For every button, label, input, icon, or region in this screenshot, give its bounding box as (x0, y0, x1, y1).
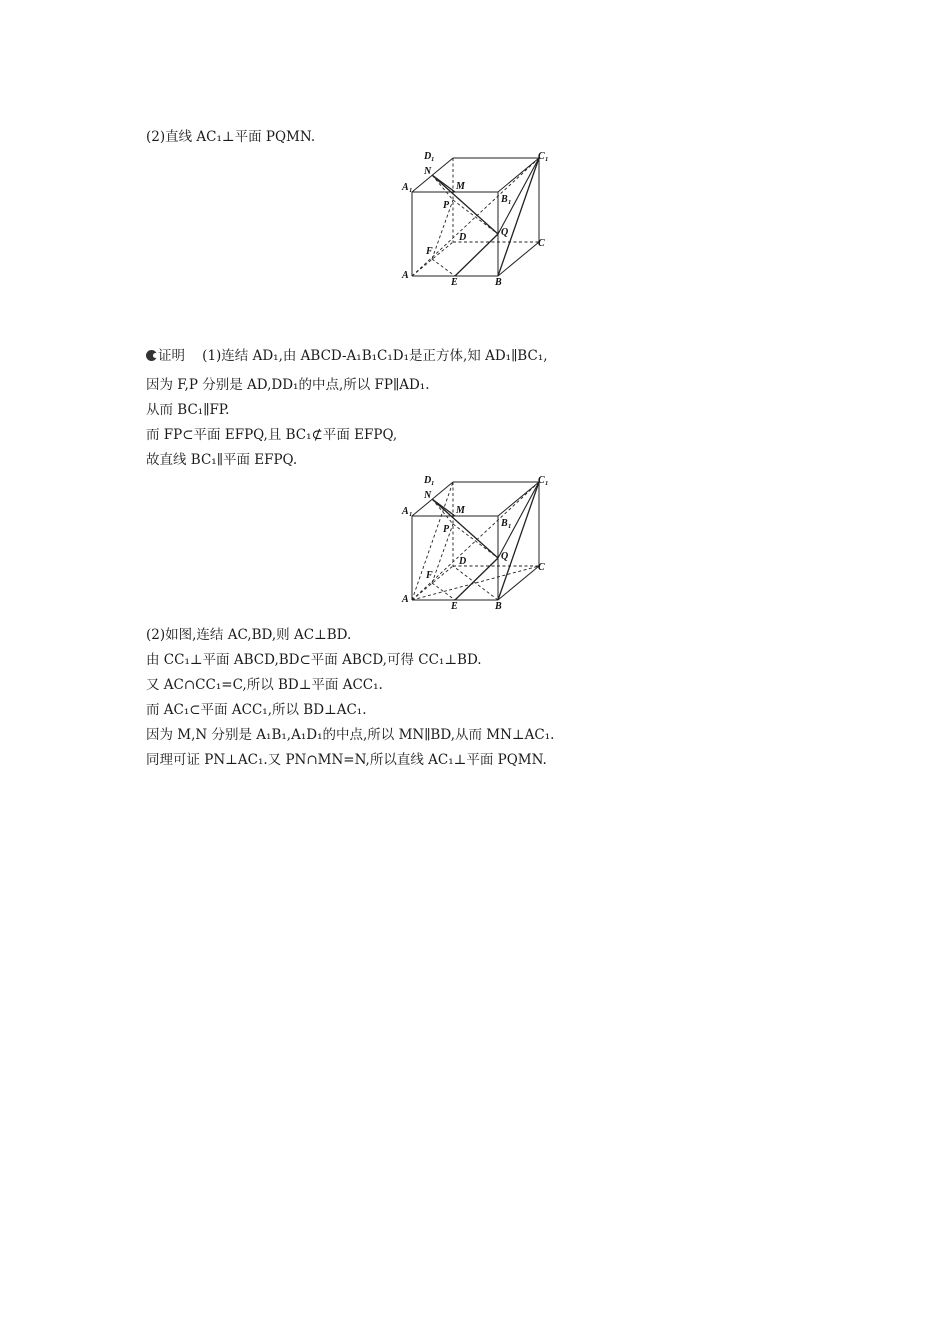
cube-diagram-2 (398, 470, 558, 612)
svg-text:1: 1 (508, 199, 512, 206)
label-p: P (443, 200, 450, 211)
label-d1: D (424, 151, 432, 162)
proof-line: 又 AC∩CC₁=C,所以 BD⊥平面 ACC₁. (146, 677, 383, 693)
label-e: E (451, 277, 458, 288)
proof-line: 证明 (1)连结 AD₁,由 ABCD-A₁B₁C₁D₁是正方体,知 AD₁∥BC₁, (146, 347, 548, 365)
label-a: A (402, 594, 409, 605)
cube-diagram-1 (398, 146, 558, 288)
proof-line: 由 CC₁⊥平面 ABCD,BD⊂平面 ABCD,可得 CC₁⊥BD. (146, 652, 482, 668)
label-p: P (443, 524, 450, 535)
proof-label: 证明 (158, 348, 185, 364)
label-m: M (456, 505, 465, 516)
proof-line: 而 AC₁⊂平面 ACC₁,所以 BD⊥AC₁. (146, 702, 367, 718)
label-b1: B (501, 194, 508, 205)
label-d1: D (424, 475, 432, 486)
proof-line: 因为 M,N 分别是 A₁B₁,A₁D₁的中点,所以 MN∥BD,从而 MN⊥AC₁. (146, 727, 555, 743)
svg-text:1: 1 (431, 480, 435, 487)
svg-text:1: 1 (409, 187, 413, 194)
label-d: D (459, 556, 467, 567)
label-q: Q (501, 551, 509, 562)
label-b1: B (501, 518, 508, 529)
label-c: C (538, 238, 545, 249)
proof-line: 从而 BC₁∥FP. (146, 402, 230, 418)
part2-title: (2)直线 AC₁⊥平面 PQMN. (146, 129, 316, 145)
cube-figure-2 (398, 470, 558, 616)
svg-text:1: 1 (431, 156, 435, 163)
label-n: N (424, 166, 432, 177)
proof-line: 而 FP⊂平面 EFPQ,且 BC₁⊄平面 EFPQ, (146, 427, 398, 443)
svg-text:1: 1 (508, 523, 512, 530)
label-b: B (495, 277, 502, 288)
label-b: B (495, 601, 502, 612)
label-e: E (451, 601, 458, 612)
svg-text:1: 1 (545, 156, 549, 163)
proof-line: (2)如图,连结 AC,BD,则 AC⊥BD. (146, 627, 352, 643)
label-a1: A (402, 182, 409, 193)
proof-line: 因为 F,P 分别是 AD,DD₁的中点,所以 FP∥AD₁. (146, 377, 430, 393)
svg-text:1: 1 (545, 480, 549, 487)
label-n: N (424, 490, 432, 501)
label-a: A (402, 270, 409, 281)
label-c1: C (538, 151, 545, 162)
label-f: F (426, 570, 433, 581)
label-a1: A (402, 506, 409, 517)
label-c: C (538, 562, 545, 573)
label-c1: C (538, 475, 545, 486)
label-m: M (456, 181, 465, 192)
proof-line: 故直线 BC₁∥平面 EFPQ. (146, 452, 298, 468)
svg-text:1: 1 (409, 511, 413, 518)
label-q: Q (501, 227, 509, 238)
label-f: F (426, 246, 433, 257)
label-d: D (459, 232, 467, 243)
proof-line: 同理可证 PN⊥AC₁.又 PN∩MN=N,所以直线 AC₁⊥平面 PQMN. (146, 752, 547, 768)
cube-figure-1 (398, 146, 558, 292)
proof-badge-icon (146, 350, 157, 361)
